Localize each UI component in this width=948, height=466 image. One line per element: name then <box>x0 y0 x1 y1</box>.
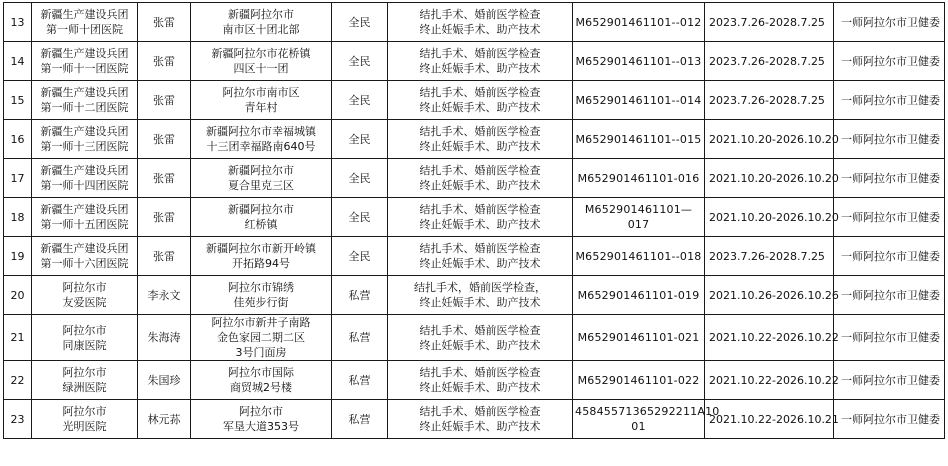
institution-name-cell: 新疆生产建设兵团 第一师十六团医院 <box>32 237 138 276</box>
address-cell: 新疆阿拉尔市新开岭镇 开拓路94号 <box>191 237 332 276</box>
licensed-services-cell: 结扎手术、婚前医学检查 终止妊娠手术、助产技术 <box>388 237 573 276</box>
validity-period-cell: 2021.10.20-2026.10.20 <box>705 198 834 237</box>
legal-representative-cell: 张雷 <box>138 42 191 81</box>
row-number-cell: 16 <box>4 120 32 159</box>
legal-representative-cell: 张雷 <box>138 81 191 120</box>
validity-period-cell: 2023.7.26-2028.7.25 <box>705 81 834 120</box>
institution-name-cell: 新疆生产建设兵团 第一师十二团医院 <box>32 81 138 120</box>
row-number-cell: 18 <box>4 198 32 237</box>
address-cell: 新疆阿拉尔市 红桥镇 <box>191 198 332 237</box>
legal-representative-cell: 李永文 <box>138 276 191 315</box>
address-cell: 新疆阿拉尔市幸福城镇 十三团幸福路南640号 <box>191 120 332 159</box>
registry-table <box>3 2 945 439</box>
address-cell: 阿拉尔市南市区 青年村 <box>191 81 332 120</box>
licensed-services-cell: 结扎手术、婚前医学检查 终止妊娠手术、助产技术 <box>388 42 573 81</box>
address-cell: 阿拉尔市锦绣 佳苑步行街 <box>191 276 332 315</box>
ownership-type-cell: 全民 <box>332 159 388 198</box>
ownership-type-cell: 私营 <box>332 315 388 361</box>
license-number-cell: M652901461101-019 <box>573 276 705 315</box>
table-row <box>4 159 945 198</box>
table-row <box>4 3 945 42</box>
table-row <box>4 42 945 81</box>
validity-period-cell: 2021.10.20-2026.10.20 <box>705 120 834 159</box>
institution-name-cell: 新疆生产建设兵团 第一师十三团医院 <box>32 120 138 159</box>
address-cell: 阿拉尔市 军垦大道353号 <box>191 400 332 439</box>
table-row <box>4 198 945 237</box>
table-row <box>4 276 945 315</box>
licensed-services-cell: 结扎手术、婚前医学检查 终止妊娠手术、助产技术 <box>388 198 573 237</box>
license-number-cell: M652901461101--014 <box>573 81 705 120</box>
licensed-services-cell: 结扎手术，婚前医学检查， 终止妊娠手术、助产技术 <box>388 276 573 315</box>
row-number-cell: 19 <box>4 237 32 276</box>
issuing-authority-cell: 一师阿拉尔市卫健委 <box>834 198 945 237</box>
address-cell: 阿拉尔市国际 商贸城2号楼 <box>191 361 332 400</box>
ownership-type-cell: 全民 <box>332 237 388 276</box>
license-number-cell: M652901461101--018 <box>573 237 705 276</box>
institution-name-cell: 新疆生产建设兵团 第一师十团医院 <box>32 3 138 42</box>
address-cell: 新疆阿拉尔市 南市区十团北部 <box>191 3 332 42</box>
institution-name-cell: 阿拉尔市 光明医院 <box>32 400 138 439</box>
institution-name-cell: 阿拉尔市 绿洲医院 <box>32 361 138 400</box>
institution-name-cell: 新疆生产建设兵团 第一师十一团医院 <box>32 42 138 81</box>
legal-representative-cell: 张雷 <box>138 198 191 237</box>
institution-name-cell: 阿拉尔市 友爱医院 <box>32 276 138 315</box>
issuing-authority-cell: 一师阿拉尔市卫健委 <box>834 276 945 315</box>
row-number-cell: 17 <box>4 159 32 198</box>
licensed-services-cell: 结扎手术、婚前医学检查 终止妊娠手术、助产技术 <box>388 120 573 159</box>
issuing-authority-cell: 一师阿拉尔市卫健委 <box>834 81 945 120</box>
legal-representative-cell: 张雷 <box>138 159 191 198</box>
license-number-cell: M652901461101-016 <box>573 159 705 198</box>
license-number-cell: M652901461101--013 <box>573 42 705 81</box>
row-number-cell: 14 <box>4 42 32 81</box>
ownership-type-cell: 私营 <box>332 361 388 400</box>
licensed-services-cell: 结扎手术、婚前医学检查 终止妊娠手术、助产技术 <box>388 315 573 361</box>
institution-name-cell: 新疆生产建设兵团 第一师十五团医院 <box>32 198 138 237</box>
issuing-authority-cell: 一师阿拉尔市卫健委 <box>834 120 945 159</box>
legal-representative-cell: 林元荪 <box>138 400 191 439</box>
validity-period-cell: 2023.7.26-2028.7.25 <box>705 3 834 42</box>
address-cell: 新疆阿拉尔市花桥镇 四区十一团 <box>191 42 332 81</box>
issuing-authority-cell: 一师阿拉尔市卫健委 <box>834 42 945 81</box>
issuing-authority-cell: 一师阿拉尔市卫健委 <box>834 400 945 439</box>
legal-representative-cell: 张雷 <box>138 120 191 159</box>
institution-name-cell: 新疆生产建设兵团 第一师十四团医院 <box>32 159 138 198</box>
ownership-type-cell: 私营 <box>332 400 388 439</box>
license-number-cell: M652901461101--012 <box>573 3 705 42</box>
table-row <box>4 400 945 439</box>
address-cell: 阿拉尔市新井子南路 金色家园二期二区 3号门面房 <box>191 315 332 361</box>
issuing-authority-cell: 一师阿拉尔市卫健委 <box>834 159 945 198</box>
table-row <box>4 120 945 159</box>
row-number-cell: 23 <box>4 400 32 439</box>
ownership-type-cell: 全民 <box>332 42 388 81</box>
row-number-cell: 21 <box>4 315 32 361</box>
license-number-cell: M652901461101--015 <box>573 120 705 159</box>
license-number-cell: M652901461101-022 <box>573 361 705 400</box>
validity-period-cell: 2021.10.26-2026.10.26 <box>705 276 834 315</box>
issuing-authority-cell: 一师阿拉尔市卫健委 <box>834 237 945 276</box>
validity-period-cell: 2023.7.26-2028.7.25 <box>705 237 834 276</box>
legal-representative-cell: 张雷 <box>138 237 191 276</box>
table-row <box>4 81 945 120</box>
licensed-services-cell: 结扎手术、婚前医学检查 终止妊娠手术、助产技术 <box>388 3 573 42</box>
row-number-cell: 15 <box>4 81 32 120</box>
row-number-cell: 13 <box>4 3 32 42</box>
license-number-cell: 45845571365292211A10 01 <box>573 400 705 439</box>
ownership-type-cell: 全民 <box>332 81 388 120</box>
ownership-type-cell: 私营 <box>332 276 388 315</box>
issuing-authority-cell: 一师阿拉尔市卫健委 <box>834 3 945 42</box>
licensed-services-cell: 结扎手术、婚前医学检查 终止妊娠手术、助产技术 <box>388 400 573 439</box>
ownership-type-cell: 全民 <box>332 3 388 42</box>
license-number-cell: M652901461101-021 <box>573 315 705 361</box>
row-number-cell: 20 <box>4 276 32 315</box>
row-number-cell: 22 <box>4 361 32 400</box>
table-row <box>4 237 945 276</box>
validity-period-cell: 2021.10.22-2026.10.21 <box>705 400 834 439</box>
licensed-services-cell: 结扎手术、婚前医学检查 终止妊娠手术、助产技术 <box>388 361 573 400</box>
legal-representative-cell: 朱国珍 <box>138 361 191 400</box>
issuing-authority-cell: 一师阿拉尔市卫健委 <box>834 315 945 361</box>
address-cell: 新疆阿拉尔市 夏合里克三区 <box>191 159 332 198</box>
ownership-type-cell: 全民 <box>332 198 388 237</box>
validity-period-cell: 2021.10.20-2026.10.20 <box>705 159 834 198</box>
validity-period-cell: 2023.7.26-2028.7.25 <box>705 42 834 81</box>
ownership-type-cell: 全民 <box>332 120 388 159</box>
validity-period-cell: 2021.10.22-2026.10.22 <box>705 315 834 361</box>
validity-period-cell: 2021.10.22-2026.10.22 <box>705 361 834 400</box>
table-row <box>4 361 945 400</box>
legal-representative-cell: 朱海涛 <box>138 315 191 361</box>
institution-name-cell: 阿拉尔市 同康医院 <box>32 315 138 361</box>
table-row <box>4 315 945 361</box>
issuing-authority-cell: 一师阿拉尔市卫健委 <box>834 361 945 400</box>
licensed-services-cell: 结扎手术、婚前医学检查 终止妊娠手术、助产技术 <box>388 159 573 198</box>
legal-representative-cell: 张雷 <box>138 3 191 42</box>
licensed-services-cell: 结扎手术、婚前医学检查 终止妊娠手术、助产技术 <box>388 81 573 120</box>
license-number-cell: M652901461101—017 <box>573 198 705 237</box>
table-body <box>4 3 945 439</box>
